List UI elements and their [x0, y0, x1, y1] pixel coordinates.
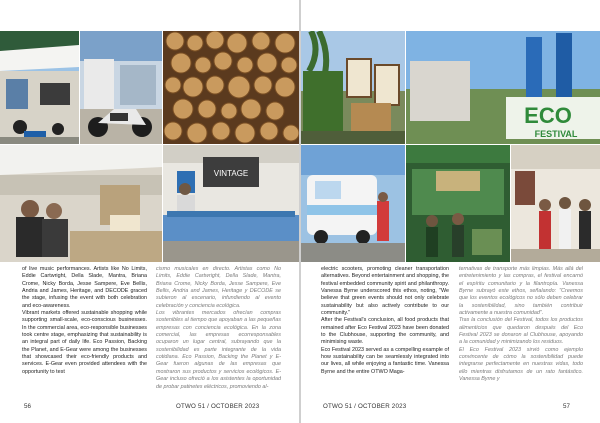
- photo-scooter-stand: [0, 31, 79, 144]
- photo-ice-cream-van: [301, 145, 405, 262]
- photo-stall-couple: [0, 145, 162, 262]
- festival-sign-text: FESTIVAL: [534, 129, 578, 139]
- photo-vintage-stand: [163, 145, 299, 262]
- photo-electric-motorbike: [80, 31, 162, 144]
- left-page: [0, 0, 299, 423]
- article-text: of live music performances. Artists like No Limits, Eddie Cartwright, Della Slade, Mantra, Briana Crome, Nicky Borda, Jesse Sampere, Eve Bellis, Andria and James, Heritage, and DECODE graced the stage, infusing the event with both celebration and eco-awareness. Vibrant markets offered sustainable shopping while supporting small-scale, eco-conscious businesses. In the commercial area, eco-responsible businesses took centre stage, emphasizing that sustainability is an integral part of daily life. Eco Passion, Backing the Planet, and E-Gear were among the businesses that showcased their eco-friendly products and services. E-Gear even provided attendees with the opportunity to test: [22, 266, 147, 375]
- article-column-spanish: [156, 266, 281, 392]
- running-head: OTWO 51 / OCTOBER 2023: [176, 403, 260, 410]
- article-column-spanish-continued: [459, 266, 583, 392]
- photo-indoor-group: [511, 145, 600, 262]
- vintage-sign-text: VINTAGE: [213, 169, 249, 178]
- article-text-continued: electric scooters, promoting cleaner transportation alternatives. Beyond entertainment and shopping, the festival embedded community spirit and philanthropy. Vanessa Byrne underscored this ethos, noting, "We believe that green events should not only celebrate sustainability but also actively contribute to our community." After the Festival's conclusion, all food products that remained after Eco Festival 2023 have been donated to the Clubhouse, supporting the community, and minimising waste. Eco Festival 2023 served as a compelling example of how sustainability can be seamlessly integrated into our lives, all while enjoying a fantastic time. Vanessa Byrne and the entire OTWO Maga-: [321, 266, 449, 375]
- eco-sign-text: ECO: [524, 103, 572, 128]
- right-page: [301, 0, 600, 423]
- photo-log-wall: [163, 31, 299, 144]
- article-text-spanish: cismo musicales en directo. Artistas como No Limits, Eddie Cartwright, Della Slade, Mantra, Briana Crome, Nicky Borda, Jesse Sampere, Eve Bellis, Andria and James, Heritage y DECODE se subieron al escenario, infundiendo al evento celebración y conciencia ecológica. Los vibrantes mercados ofrecían compras sostenibles al tiempo que apoyaban a las pequeñas empresas con conciencia ecológica. En la zona comercial, las empresas ecorresponsables ocuparon un lugar central, subrayando que la sostenibilidad es parte integrante de la vida cotidiana. Eco Passion, Backing the Planet y E-Gear fueron algunas de las empresas que mostraron sus productos y servicios ecológicos. E-Gear incluso ofreció a los asistentes la oportunidad de probar patinetes eléctricos, promoviendo al-: [156, 266, 281, 390]
- photo-eco-festival-sign: [406, 31, 600, 144]
- photo-info-boards: [301, 31, 405, 144]
- page-number-right: 57: [563, 403, 570, 410]
- article-column-english: [22, 266, 147, 392]
- running-head-right: OTWO 51 / OCTOBER 2023: [323, 403, 407, 410]
- photo-green-tent-stall: [406, 145, 510, 262]
- page-number: 56: [24, 403, 31, 410]
- article-text-spanish-continued: ternativas de transporte más limpias. Más allá del entretenimiento y las compras, el festival encarnó el espíritu comunitario y la filantropía. Vanessa Byrne subrayó este ethos, señalando: "Creemos que los eventos ecológicos no sólo deben celebrar la sostenibilidad, sino también contribuir activamente a nuestra comunidad". Tras la conclusión del Festival, todos los productos alimenticios que quedaron después del Eco Festival 2023 se donaron al Clubhouse, apoyando a la comunidad y minimizando los residuos. El Eco Festival 2023 sirvió como ejemplo convincente de cómo la sostenibilidad puede integrarse perfectamente en nuestras vidas, todo ello mientras disfrutamos de un rato fantástico. Vanessa Byrne y: [459, 266, 583, 383]
- article-column-english-continued: [321, 266, 449, 392]
